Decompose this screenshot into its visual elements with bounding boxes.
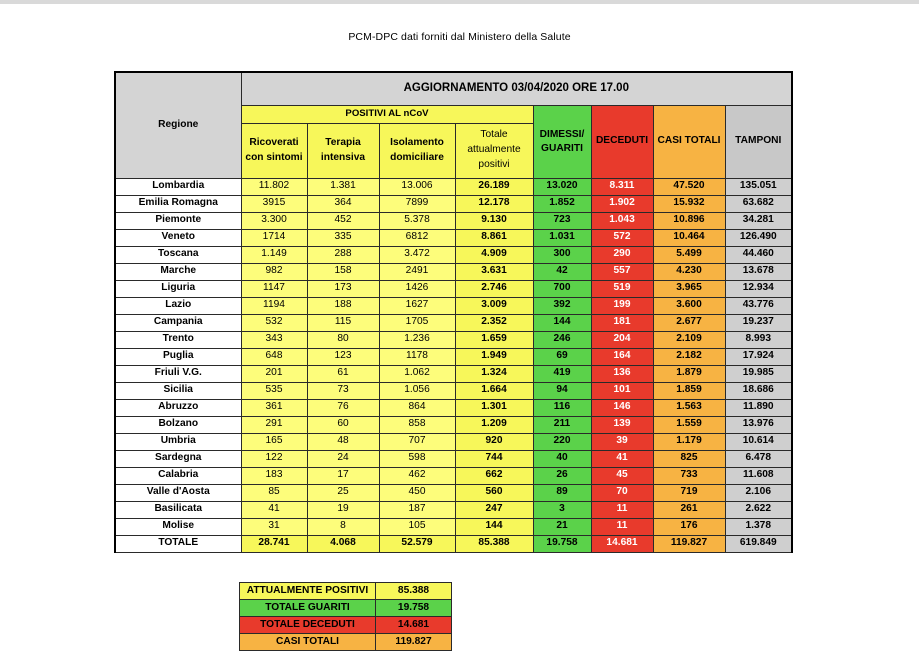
terapia-cell: 19 <box>307 501 379 518</box>
ricoverati-cell: 3915 <box>241 195 307 212</box>
deceduti-cell: 290 <box>591 246 653 263</box>
region-cell: Bolzano <box>115 416 241 433</box>
deceduti-cell: 136 <box>591 365 653 382</box>
table-row <box>115 195 792 212</box>
dimessi-cell: 116 <box>533 399 591 416</box>
dimessi-cell: 246 <box>533 331 591 348</box>
isolamento-cell: 864 <box>379 399 455 416</box>
header-positivi: POSITIVI AL nCoV <box>241 105 533 123</box>
dimessi-cell: 1.031 <box>533 229 591 246</box>
tamponi-cell: 1.378 <box>725 518 792 535</box>
ricoverati-cell: 41 <box>241 501 307 518</box>
region-cell: Campania <box>115 314 241 331</box>
deceduti-cell: 164 <box>591 348 653 365</box>
totale-positivi-cell: 1.659 <box>455 331 533 348</box>
totale-positivi-cell: 8.861 <box>455 229 533 246</box>
total-region-cell: TOTALE <box>115 535 241 552</box>
casi-totali-cell: 825 <box>653 450 725 467</box>
casi-totali-cell: 261 <box>653 501 725 518</box>
dimessi-cell: 723 <box>533 212 591 229</box>
region-cell: Basilicata <box>115 501 241 518</box>
header-terapia: Terapia intensiva <box>307 123 379 178</box>
summary-totale-guariti <box>240 600 452 617</box>
ricoverati-cell: 648 <box>241 348 307 365</box>
totale-positivi-cell: 4.909 <box>455 246 533 263</box>
casi-totali-cell: 10.464 <box>653 229 725 246</box>
header-totale-positivi: Totale attualmente positivi <box>455 123 533 178</box>
ricoverati-cell: 532 <box>241 314 307 331</box>
totale-positivi-cell: 2.352 <box>455 314 533 331</box>
tamponi-cell: 13.678 <box>725 263 792 280</box>
terapia-cell: 25 <box>307 484 379 501</box>
totale-positivi-cell: 1.949 <box>455 348 533 365</box>
totale-positivi-cell: 3.631 <box>455 263 533 280</box>
page-title: PCM-DPC dati forniti dal Ministero della Salute <box>348 31 571 43</box>
total-terapia-cell: 4.068 <box>307 535 379 552</box>
isolamento-cell: 3.472 <box>379 246 455 263</box>
totale-positivi-cell: 26.189 <box>455 178 533 195</box>
table-row <box>115 331 792 348</box>
casi-totali-cell: 2.677 <box>653 314 725 331</box>
covid-data-table <box>114 71 793 553</box>
deceduti-cell: 146 <box>591 399 653 416</box>
deceduti-cell: 70 <box>591 484 653 501</box>
tamponi-cell: 6.478 <box>725 450 792 467</box>
total-deceduti-cell: 14.681 <box>591 535 653 552</box>
isolamento-cell: 6812 <box>379 229 455 246</box>
summary-label: TOTALE DECEDUTI <box>240 617 376 634</box>
table-row <box>115 263 792 280</box>
ricoverati-cell: 535 <box>241 382 307 399</box>
header-tamponi: TAMPONI <box>725 105 792 178</box>
ricoverati-cell: 3.300 <box>241 212 307 229</box>
isolamento-cell: 187 <box>379 501 455 518</box>
region-cell: Molise <box>115 518 241 535</box>
dimessi-cell: 419 <box>533 365 591 382</box>
terapia-cell: 48 <box>307 433 379 450</box>
table-row <box>115 467 792 484</box>
tamponi-cell: 17.924 <box>725 348 792 365</box>
terapia-cell: 188 <box>307 297 379 314</box>
summary-table <box>239 582 452 651</box>
terapia-cell: 115 <box>307 314 379 331</box>
tamponi-cell: 63.682 <box>725 195 792 212</box>
summary-value: 119.827 <box>376 634 452 651</box>
ricoverati-cell: 201 <box>241 365 307 382</box>
tamponi-cell: 135.051 <box>725 178 792 195</box>
summary-value: 14.681 <box>376 617 452 634</box>
table-row <box>115 246 792 263</box>
ricoverati-cell: 982 <box>241 263 307 280</box>
tamponi-cell: 12.934 <box>725 280 792 297</box>
casi-totali-cell: 1.859 <box>653 382 725 399</box>
table-row <box>115 348 792 365</box>
summary-label: CASI TOTALI <box>240 634 376 651</box>
tamponi-cell: 18.686 <box>725 382 792 399</box>
header-dimessi: DIMESSI/ GUARITI <box>533 105 591 178</box>
ricoverati-cell: 122 <box>241 450 307 467</box>
ricoverati-cell: 343 <box>241 331 307 348</box>
ricoverati-cell: 165 <box>241 433 307 450</box>
table-row <box>115 450 792 467</box>
casi-totali-cell: 47.520 <box>653 178 725 195</box>
terapia-cell: 364 <box>307 195 379 212</box>
isolamento-cell: 462 <box>379 467 455 484</box>
casi-totali-cell: 3.600 <box>653 297 725 314</box>
dimessi-cell: 300 <box>533 246 591 263</box>
ricoverati-cell: 85 <box>241 484 307 501</box>
casi-totali-cell: 1.879 <box>653 365 725 382</box>
summary-value: 85.388 <box>376 583 452 600</box>
header-casi-totali: CASI TOTALI <box>653 105 725 178</box>
tamponi-cell: 11.608 <box>725 467 792 484</box>
table-row <box>115 416 792 433</box>
region-cell: Calabria <box>115 467 241 484</box>
terapia-cell: 288 <box>307 246 379 263</box>
terapia-cell: 73 <box>307 382 379 399</box>
isolamento-cell: 13.006 <box>379 178 455 195</box>
table-row <box>115 280 792 297</box>
ricoverati-cell: 361 <box>241 399 307 416</box>
totale-positivi-cell: 920 <box>455 433 533 450</box>
terapia-cell: 80 <box>307 331 379 348</box>
region-cell: Lazio <box>115 297 241 314</box>
total-ricoverati-cell: 28.741 <box>241 535 307 552</box>
isolamento-cell: 1.062 <box>379 365 455 382</box>
region-cell: Liguria <box>115 280 241 297</box>
dimessi-cell: 42 <box>533 263 591 280</box>
dimessi-cell: 89 <box>533 484 591 501</box>
casi-totali-cell: 3.965 <box>653 280 725 297</box>
isolamento-cell: 707 <box>379 433 455 450</box>
deceduti-cell: 199 <box>591 297 653 314</box>
dimessi-cell: 40 <box>533 450 591 467</box>
dimessi-cell: 1.852 <box>533 195 591 212</box>
terapia-cell: 61 <box>307 365 379 382</box>
totale-positivi-cell: 744 <box>455 450 533 467</box>
tamponi-cell: 13.976 <box>725 416 792 433</box>
totale-positivi-cell: 1.209 <box>455 416 533 433</box>
tamponi-cell: 126.490 <box>725 229 792 246</box>
casi-totali-cell: 5.499 <box>653 246 725 263</box>
casi-totali-cell: 4.230 <box>653 263 725 280</box>
header-isolamento: Isolamento domiciliare <box>379 123 455 178</box>
region-cell: Valle d'Aosta <box>115 484 241 501</box>
deceduti-cell: 39 <box>591 433 653 450</box>
table-row <box>115 382 792 399</box>
total-isolamento-cell: 52.579 <box>379 535 455 552</box>
tamponi-cell: 34.281 <box>725 212 792 229</box>
isolamento-cell: 5.378 <box>379 212 455 229</box>
total-casi-totali-cell: 119.827 <box>653 535 725 552</box>
tamponi-cell: 2.622 <box>725 501 792 518</box>
header-regione: Regione <box>115 72 241 178</box>
header-deceduti: DECEDUTI <box>591 105 653 178</box>
tamponi-cell: 10.614 <box>725 433 792 450</box>
region-cell: Puglia <box>115 348 241 365</box>
summary-totale-deceduti <box>240 617 452 634</box>
top-divider <box>0 0 919 4</box>
tamponi-cell: 43.776 <box>725 297 792 314</box>
deceduti-cell: 101 <box>591 382 653 399</box>
terapia-cell: 8 <box>307 518 379 535</box>
casi-totali-cell: 1.179 <box>653 433 725 450</box>
table-row <box>115 229 792 246</box>
casi-totali-cell: 719 <box>653 484 725 501</box>
region-cell: Piemonte <box>115 212 241 229</box>
region-cell: Toscana <box>115 246 241 263</box>
deceduti-cell: 519 <box>591 280 653 297</box>
ricoverati-cell: 291 <box>241 416 307 433</box>
isolamento-cell: 1178 <box>379 348 455 365</box>
casi-totali-cell: 733 <box>653 467 725 484</box>
dimessi-cell: 94 <box>533 382 591 399</box>
terapia-cell: 173 <box>307 280 379 297</box>
casi-totali-cell: 176 <box>653 518 725 535</box>
totale-positivi-cell: 1.324 <box>455 365 533 382</box>
terapia-cell: 335 <box>307 229 379 246</box>
total-tamponi-cell: 619.849 <box>725 535 792 552</box>
ricoverati-cell: 183 <box>241 467 307 484</box>
tamponi-cell: 11.890 <box>725 399 792 416</box>
terapia-cell: 24 <box>307 450 379 467</box>
casi-totali-cell: 15.932 <box>653 195 725 212</box>
region-cell: Trento <box>115 331 241 348</box>
deceduti-cell: 11 <box>591 501 653 518</box>
region-cell: Emilia Romagna <box>115 195 241 212</box>
region-cell: Sardegna <box>115 450 241 467</box>
isolamento-cell: 1.236 <box>379 331 455 348</box>
isolamento-cell: 598 <box>379 450 455 467</box>
casi-totali-cell: 2.109 <box>653 331 725 348</box>
totale-positivi-cell: 662 <box>455 467 533 484</box>
region-cell: Lombardia <box>115 178 241 195</box>
summary-label: ATTUALMENTE POSITIVI <box>240 583 376 600</box>
deceduti-cell: 139 <box>591 416 653 433</box>
isolamento-cell: 858 <box>379 416 455 433</box>
deceduti-cell: 1.902 <box>591 195 653 212</box>
isolamento-cell: 1.056 <box>379 382 455 399</box>
totale-positivi-cell: 9.130 <box>455 212 533 229</box>
summary-value: 19.758 <box>376 600 452 617</box>
isolamento-cell: 1426 <box>379 280 455 297</box>
dimessi-cell: 3 <box>533 501 591 518</box>
region-cell: Veneto <box>115 229 241 246</box>
deceduti-cell: 11 <box>591 518 653 535</box>
terapia-cell: 1.381 <box>307 178 379 195</box>
header-ricoverati: Ricoverati con sintomi <box>241 123 307 178</box>
dimessi-cell: 220 <box>533 433 591 450</box>
total-row <box>115 535 792 552</box>
summary-label: TOTALE GUARITI <box>240 600 376 617</box>
summary-attualmente-positivi <box>240 583 452 600</box>
ricoverati-cell: 1.149 <box>241 246 307 263</box>
dimessi-cell: 700 <box>533 280 591 297</box>
dimessi-cell: 144 <box>533 314 591 331</box>
totale-positivi-cell: 1.301 <box>455 399 533 416</box>
table-row <box>115 399 792 416</box>
table-row <box>115 433 792 450</box>
ricoverati-cell: 1147 <box>241 280 307 297</box>
tamponi-cell: 8.993 <box>725 331 792 348</box>
ricoverati-cell: 31 <box>241 518 307 535</box>
casi-totali-cell: 1.563 <box>653 399 725 416</box>
tamponi-cell: 2.106 <box>725 484 792 501</box>
dimessi-cell: 13.020 <box>533 178 591 195</box>
isolamento-cell: 105 <box>379 518 455 535</box>
table-row <box>115 518 792 535</box>
terapia-cell: 60 <box>307 416 379 433</box>
table-row <box>115 501 792 518</box>
deceduti-cell: 572 <box>591 229 653 246</box>
table-row <box>115 365 792 382</box>
deceduti-cell: 45 <box>591 467 653 484</box>
summary-casi-totali <box>240 634 452 651</box>
ricoverati-cell: 1194 <box>241 297 307 314</box>
isolamento-cell: 1627 <box>379 297 455 314</box>
table-row <box>115 484 792 501</box>
ricoverati-cell: 1714 <box>241 229 307 246</box>
dimessi-cell: 21 <box>533 518 591 535</box>
region-cell: Friuli V.G. <box>115 365 241 382</box>
deceduti-cell: 204 <box>591 331 653 348</box>
table-body <box>115 178 792 552</box>
total-dimessi-cell: 19.758 <box>533 535 591 552</box>
dimessi-cell: 211 <box>533 416 591 433</box>
table-row <box>115 212 792 229</box>
region-cell: Umbria <box>115 433 241 450</box>
header-update: AGGIORNAMENTO 03/04/2020 ORE 17.00 <box>241 72 792 105</box>
ricoverati-cell: 11.802 <box>241 178 307 195</box>
terapia-cell: 123 <box>307 348 379 365</box>
region-cell: Abruzzo <box>115 399 241 416</box>
deceduti-cell: 181 <box>591 314 653 331</box>
dimessi-cell: 392 <box>533 297 591 314</box>
table-row <box>115 297 792 314</box>
table-row <box>115 314 792 331</box>
terapia-cell: 452 <box>307 212 379 229</box>
deceduti-cell: 557 <box>591 263 653 280</box>
terapia-cell: 76 <box>307 399 379 416</box>
casi-totali-cell: 10.896 <box>653 212 725 229</box>
totale-positivi-cell: 2.746 <box>455 280 533 297</box>
region-cell: Sicilia <box>115 382 241 399</box>
totale-positivi-cell: 12.178 <box>455 195 533 212</box>
totale-positivi-cell: 247 <box>455 501 533 518</box>
isolamento-cell: 450 <box>379 484 455 501</box>
deceduti-cell: 8.311 <box>591 178 653 195</box>
isolamento-cell: 2491 <box>379 263 455 280</box>
totale-positivi-cell: 560 <box>455 484 533 501</box>
total-totale-positivi-cell: 85.388 <box>455 535 533 552</box>
deceduti-cell: 41 <box>591 450 653 467</box>
terapia-cell: 17 <box>307 467 379 484</box>
isolamento-cell: 1705 <box>379 314 455 331</box>
terapia-cell: 158 <box>307 263 379 280</box>
deceduti-cell: 1.043 <box>591 212 653 229</box>
isolamento-cell: 7899 <box>379 195 455 212</box>
totale-positivi-cell: 3.009 <box>455 297 533 314</box>
dimessi-cell: 26 <box>533 467 591 484</box>
table-row <box>115 178 792 195</box>
region-cell: Marche <box>115 263 241 280</box>
casi-totali-cell: 1.559 <box>653 416 725 433</box>
dimessi-cell: 69 <box>533 348 591 365</box>
tamponi-cell: 19.985 <box>725 365 792 382</box>
totale-positivi-cell: 144 <box>455 518 533 535</box>
casi-totali-cell: 2.182 <box>653 348 725 365</box>
totale-positivi-cell: 1.664 <box>455 382 533 399</box>
tamponi-cell: 44.460 <box>725 246 792 263</box>
tamponi-cell: 19.237 <box>725 314 792 331</box>
